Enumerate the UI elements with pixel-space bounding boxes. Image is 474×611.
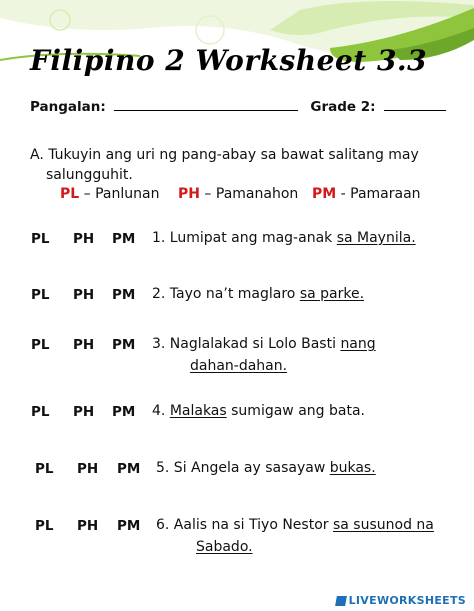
instructions-line-2: salungguhit. <box>46 167 133 183</box>
worksheet-title: Filipino 2 Worksheet 3.3 <box>30 44 428 77</box>
underlined-word: bukas. <box>329 460 376 476</box>
choice-pm[interactable]: PM <box>112 287 136 303</box>
choice-ph[interactable]: PH <box>73 231 95 247</box>
choice-ph[interactable]: PH <box>73 287 95 303</box>
underlined-word: sa susunod na <box>332 517 434 533</box>
choice-pm[interactable]: PM <box>112 404 136 420</box>
choice-pl[interactable]: PL <box>31 231 50 247</box>
instructions-line-1: A. Tukuyin ang uri ng pang-abay sa bawat salitang may <box>30 147 419 163</box>
question-text: 6. Aalis na si Tiyo Nestor sa susunod na <box>156 517 434 533</box>
instructions <box>30 145 450 185</box>
choice-ph[interactable]: PH <box>77 461 99 477</box>
choice-ph[interactable]: PH <box>73 404 95 420</box>
choice-pl[interactable]: PL <box>31 337 50 353</box>
choice-pm[interactable]: PM <box>112 337 136 353</box>
choice-pl[interactable]: PL <box>31 287 50 303</box>
liveworksheets-logo <box>336 594 466 607</box>
underlined-word: Malakas <box>169 403 227 419</box>
question-text: 2. Tayo na’t maglaro sa parke. <box>152 286 365 302</box>
legend-item-pm: PM - Pamaraan <box>312 186 421 202</box>
underlined-word-continued: Sabado. <box>196 539 253 555</box>
underlined-word-continued: dahan-dahan. <box>190 358 288 374</box>
choice-ph[interactable]: PH <box>77 518 99 534</box>
choice-pm[interactable]: PM <box>117 518 141 534</box>
question-text: 4. Malakas sumigaw ang bata. <box>152 403 365 419</box>
choice-pl[interactable]: PL <box>31 404 50 420</box>
name-blank-line[interactable] <box>114 98 298 111</box>
grade-label: Grade 2: <box>310 99 376 115</box>
brand-mark-icon <box>335 596 347 606</box>
choice-ph[interactable]: PH <box>73 337 95 353</box>
legend-item-ph: PH – Pamanahon <box>178 186 299 202</box>
choice-pl[interactable]: PL <box>35 461 54 477</box>
choice-pm[interactable]: PM <box>117 461 141 477</box>
grade-blank-line[interactable] <box>384 98 446 111</box>
name-field-row <box>30 98 446 115</box>
question-text: 1. Lumipat ang mag-anak sa Maynila. <box>152 230 416 246</box>
brand-name: LIVEWORKSHEETS <box>348 594 466 607</box>
legend-item-pl: PL – Panlunan <box>60 186 160 202</box>
name-label: Pangalan: <box>30 99 106 115</box>
underlined-word: sa Maynila. <box>336 230 416 246</box>
choice-pm[interactable]: PM <box>112 231 136 247</box>
choice-pl[interactable]: PL <box>35 518 54 534</box>
underlined-word: nang <box>340 336 376 352</box>
question-text: 5. Si Angela ay sasayaw bukas. <box>156 460 376 476</box>
underlined-word: sa parke. <box>299 286 365 302</box>
question-text: 3. Naglalakad si Lolo Basti nang <box>152 336 376 352</box>
